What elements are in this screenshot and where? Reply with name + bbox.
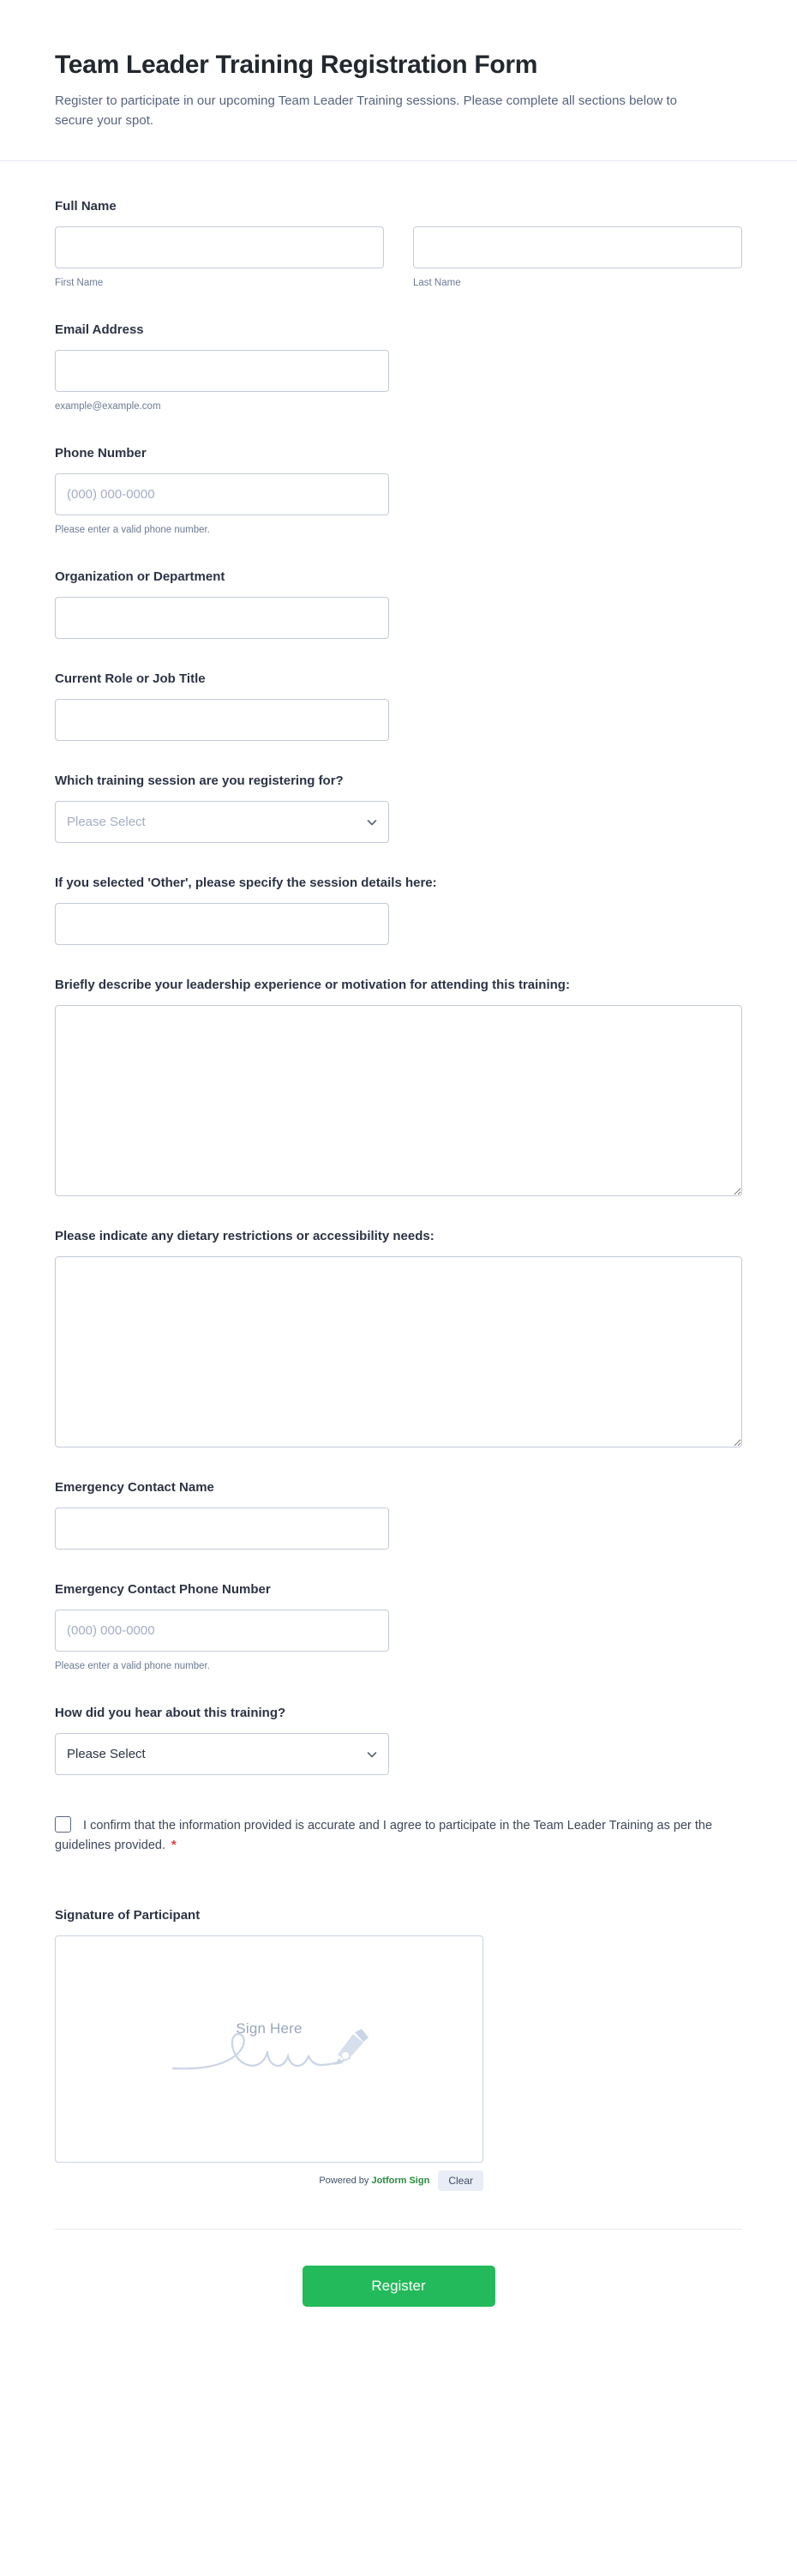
signature-placeholder [56, 2020, 482, 2077]
session-select[interactable]: Please Select [55, 801, 389, 843]
sign-here-text: Sign Here [236, 2020, 303, 2037]
field-consent [55, 1816, 742, 1857]
field-emergency-phone [55, 1580, 742, 1673]
phone-label: Phone Number [55, 445, 147, 460]
first-name-input[interactable] [55, 226, 384, 268]
role-input-wrap [55, 699, 389, 741]
dietary-textarea[interactable] [55, 1256, 742, 1447]
emergency-name-field[interactable] [55, 1508, 389, 1550]
referral-label: How did you hear about this training? [55, 1705, 286, 1720]
form-body [0, 161, 797, 2358]
last-name-input[interactable] [413, 226, 742, 268]
session-label: Which training session are you registering for? [55, 773, 344, 788]
signature-scribble-icon [166, 2024, 372, 2077]
field-session [55, 772, 742, 843]
register-button[interactable]: Register [303, 2266, 495, 2307]
page-title: Team Leader Training Registration Form [55, 51, 538, 79]
phone-field[interactable] [55, 473, 389, 515]
experience-label: Briefly describe your leadership experience or motivation for attending this training: [55, 977, 570, 992]
session-select-wrap [55, 801, 389, 843]
field-signature [55, 1906, 742, 2191]
emergency-phone-input-wrap [55, 1610, 389, 1673]
powered-by-text [319, 2176, 429, 2186]
other-session-input-wrap [55, 903, 389, 945]
field-experience [55, 976, 742, 1196]
first-name-col [55, 226, 384, 290]
powered-prefix: Powered by [319, 2175, 372, 2186]
role-label: Current Role or Job Title [55, 671, 206, 686]
other-session-label: If you selected 'Other', please specify the session details here: [55, 875, 437, 890]
first-name-sublabel: First Name [55, 277, 104, 288]
phone-input-wrap [55, 473, 389, 537]
required-asterisk: * [171, 1839, 177, 1853]
emergency-name-input-wrap [55, 1508, 389, 1550]
organization-label: Organization or Department [55, 569, 225, 584]
referral-select-wrap [55, 1733, 389, 1775]
consent-label: I confirm that the information provided is accurate and I agree to participate in the Team Leader Training as per the guidelines provided. [55, 1818, 713, 1853]
field-organization [55, 568, 742, 639]
emergency-phone-field[interactable] [55, 1610, 389, 1652]
emergency-phone-sublabel: Please enter a valid phone number. [55, 1660, 210, 1671]
last-name-sublabel: Last Name [413, 277, 461, 288]
organization-input-wrap [55, 597, 389, 639]
field-role [55, 670, 742, 741]
page-subtitle: Register to participate in our upcoming Team Leader Training sessions. Please complete all sections below to secure your spot. [55, 93, 677, 129]
role-field[interactable] [55, 699, 389, 741]
signature-label: Signature of Participant [55, 1907, 201, 1923]
emergency-name-label: Emergency Contact Name [55, 1479, 214, 1495]
organization-field[interactable] [55, 597, 389, 639]
experience-textarea[interactable] [55, 1005, 742, 1196]
form-header [0, 0, 797, 160]
field-phone [55, 444, 742, 537]
signature-pad[interactable] [55, 1935, 483, 2163]
emergency-phone-label: Emergency Contact Phone Number [55, 1581, 271, 1597]
clear-signature-button[interactable]: Clear [438, 2170, 483, 2191]
dietary-label: Please indicate any dietary restrictions or accessibility needs: [55, 1228, 434, 1243]
field-referral [55, 1704, 742, 1775]
consent-row [55, 1816, 742, 1857]
consent-checkbox[interactable] [55, 1816, 71, 1833]
phone-sublabel: Please enter a valid phone number. [55, 524, 210, 535]
field-dietary [55, 1227, 742, 1447]
other-session-field[interactable] [55, 903, 389, 945]
full-name-label: Full Name [55, 198, 117, 214]
referral-select[interactable]: Please Select [55, 1733, 389, 1775]
submit-area [55, 2230, 742, 2358]
full-name-row [55, 226, 742, 290]
jotform-sign-brand: Jotform Sign [371, 2175, 430, 2186]
field-email [55, 321, 742, 413]
email-field[interactable] [55, 350, 389, 392]
email-input-wrap [55, 350, 389, 413]
email-label: Email Address [55, 322, 144, 337]
field-full-name [55, 197, 742, 290]
signature-footer [55, 2170, 483, 2191]
last-name-col [413, 226, 742, 290]
field-emergency-name [55, 1478, 742, 1550]
field-other-session [55, 874, 742, 945]
email-sublabel: example@example.com [55, 400, 161, 412]
